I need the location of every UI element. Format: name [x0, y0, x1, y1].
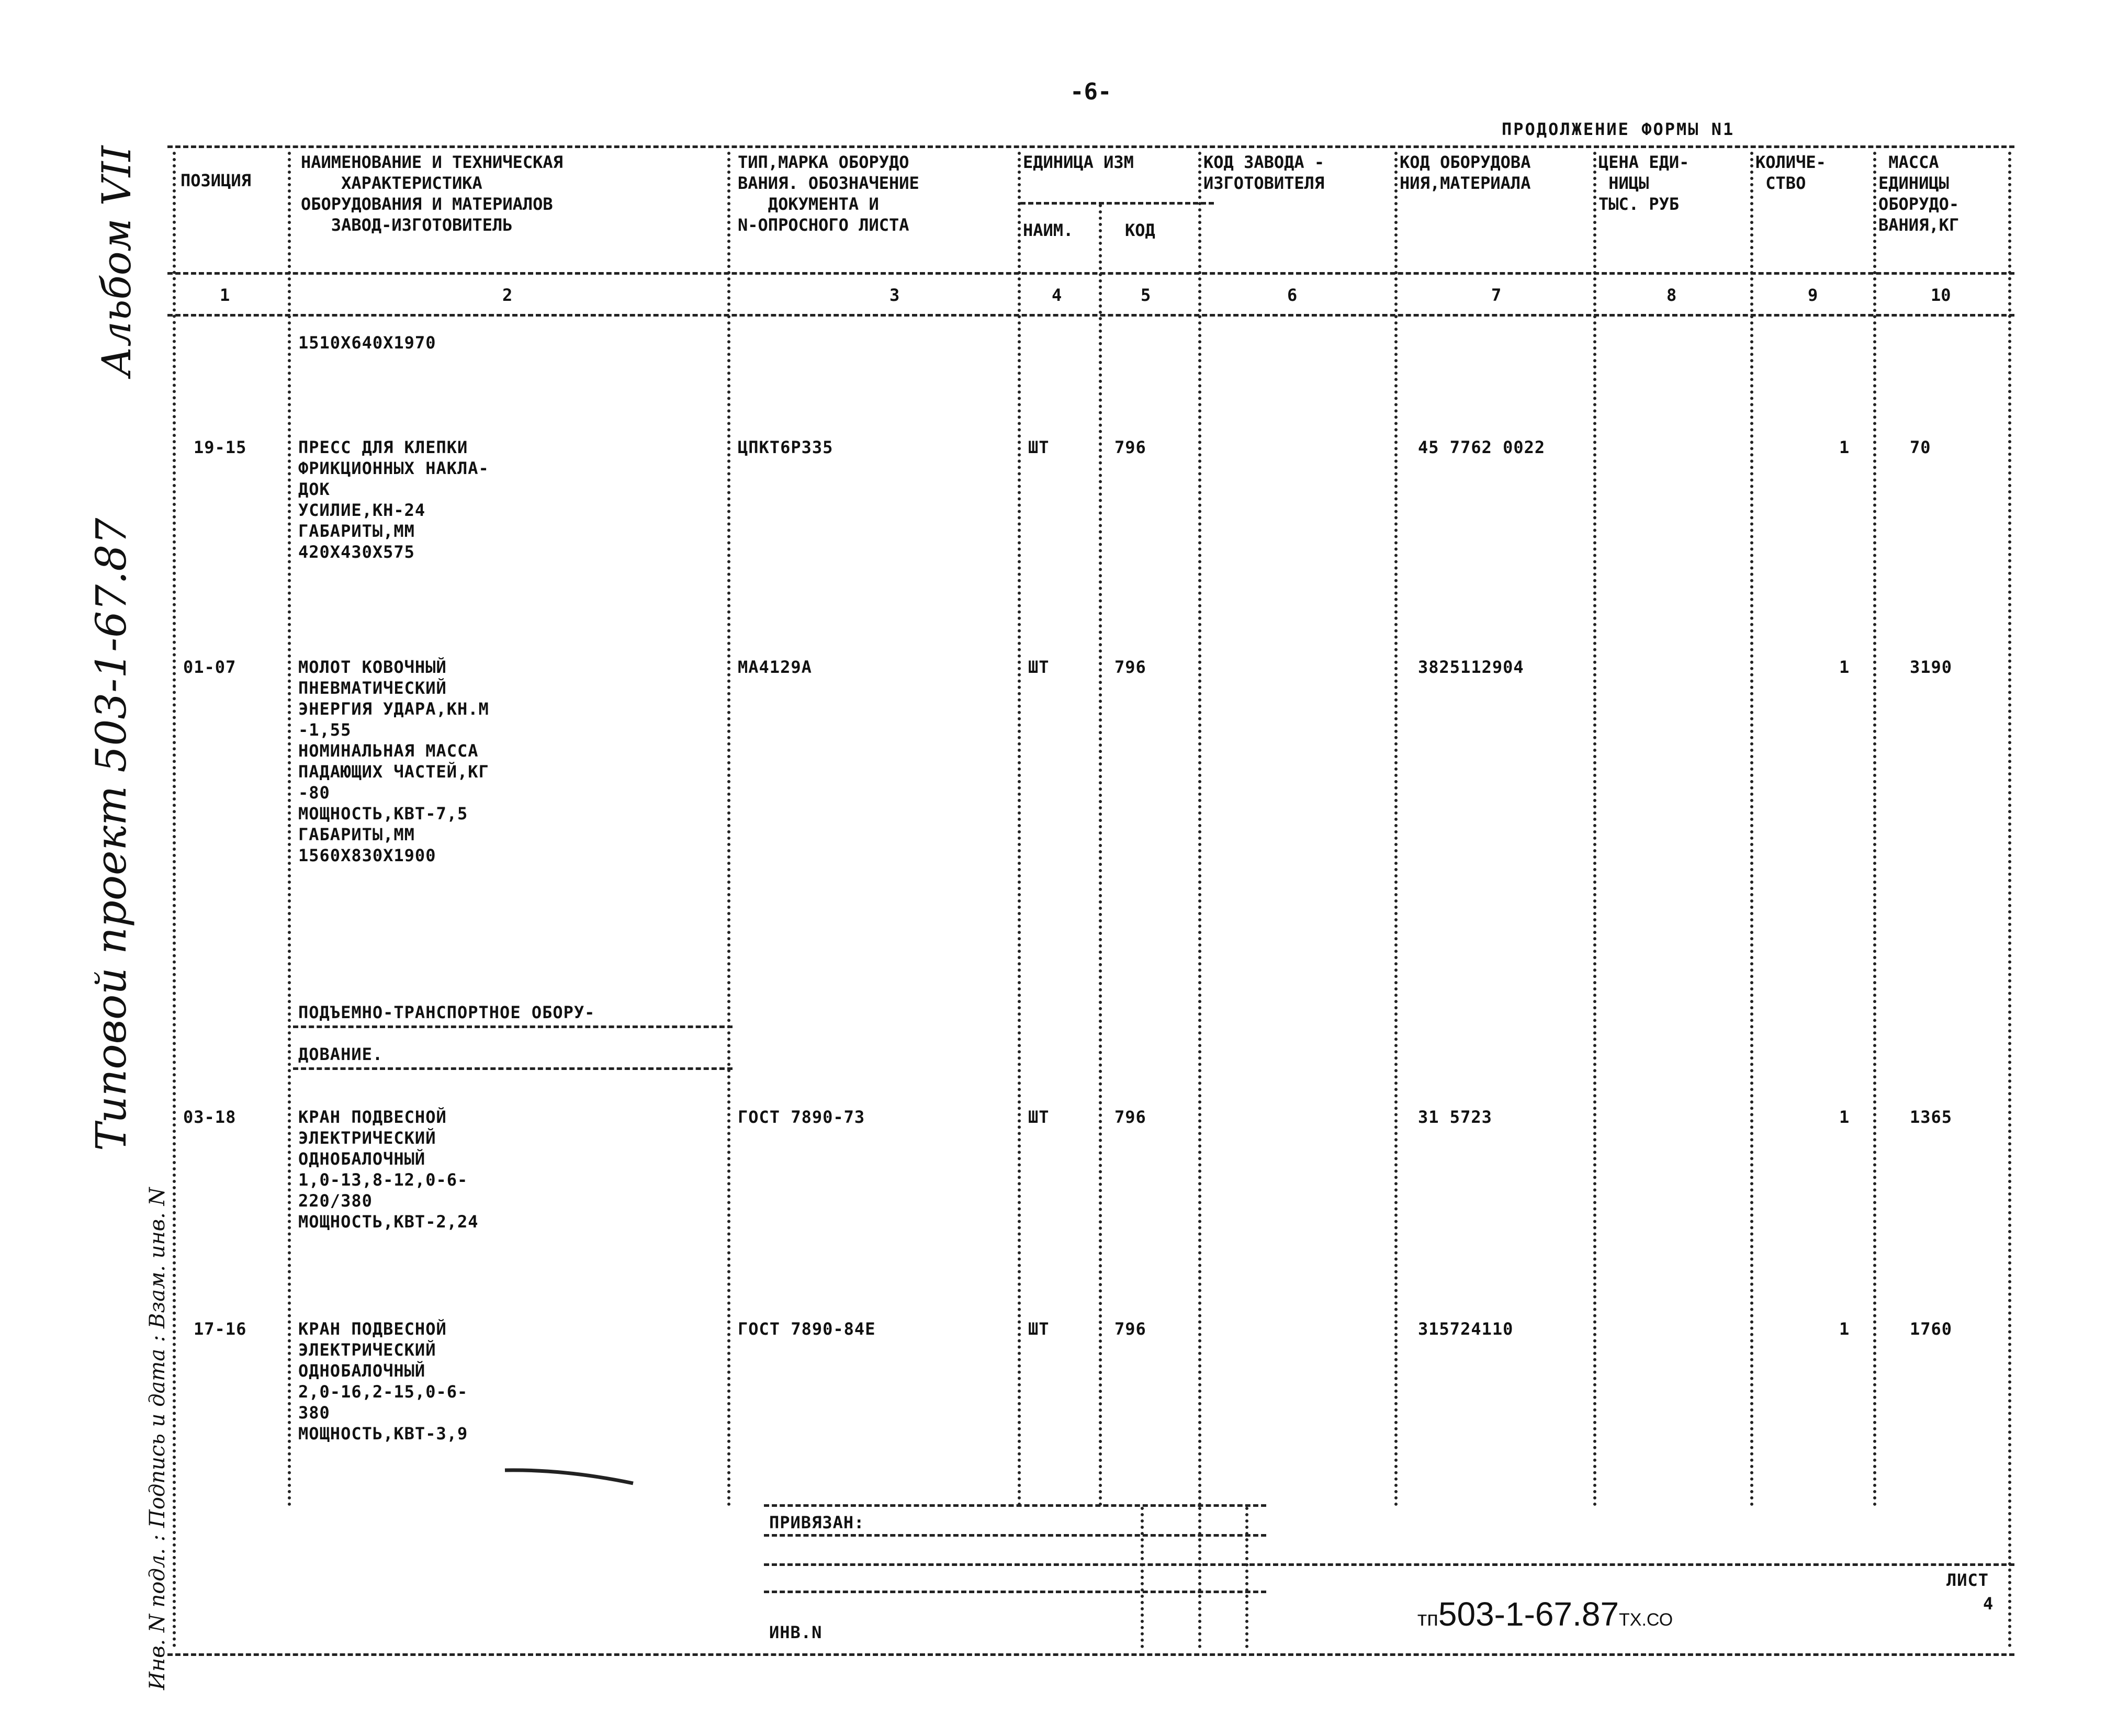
colnum-7: 7 — [1491, 285, 1502, 305]
header-factory-code: КОД ЗАВОДА - ИЗГОТОВИТЕЛЯ — [1203, 152, 1325, 193]
colnum-9: 9 — [1808, 285, 1818, 305]
col-sep-3 — [1018, 152, 1021, 1507]
row5-material-code: 31 5723 — [1418, 1107, 1492, 1127]
stamp-top-rule — [764, 1504, 1266, 1507]
colnum-3: 3 — [889, 285, 900, 305]
row1-type: ЦПКТ6Р335 — [738, 437, 834, 457]
colnum-bottom-rule — [167, 314, 2014, 317]
approval-stamp-label: Инв. N подл. : Подпись и дата : Взам. инв. N — [145, 1187, 170, 1690]
pen-stroke-mark — [502, 1460, 638, 1491]
row1-unit: ШТ — [1028, 437, 1050, 457]
stamp-sep-1 — [1245, 1507, 1248, 1648]
row2-mass: 3190 — [1910, 657, 1953, 677]
colnum-8: 8 — [1666, 285, 1677, 305]
row5-quantity: 1 — [1839, 1107, 1850, 1127]
row2-code: 796 — [1114, 657, 1146, 677]
row1-mass: 70 — [1910, 437, 1931, 457]
row2-quantity: 1 — [1839, 657, 1850, 677]
row5-name: КРАН ПОДВЕСНОЙ ЭЛЕКТРИЧЕСКИЙ ОДНОБАЛОЧНЫЙ 1,0-13,8-12,0-6- 220/380 МОЩНОСТЬ,КВТ-2,24 — [298, 1107, 479, 1232]
colnum-6: 6 — [1287, 285, 1298, 305]
col-sep-0 — [173, 152, 176, 1648]
page-number: -6- — [1070, 78, 1112, 105]
section-underline-1 — [293, 1025, 733, 1028]
table-bottom-rule — [167, 1653, 2014, 1656]
stamp-rule-2 — [764, 1534, 1266, 1537]
header-unit-name: НАИМ. — [1023, 220, 1074, 240]
header-position: ПОЗИЦИЯ — [181, 171, 251, 190]
row6-position: 17-16 — [194, 1319, 247, 1339]
header-quantity: КОЛИЧЕ- СТВО — [1755, 152, 1826, 193]
bound-label: ПРИВЯЗАН: — [769, 1513, 865, 1532]
col-sep-1 — [288, 152, 291, 1507]
col-sep-7 — [1593, 152, 1596, 1507]
unit-header-rule — [1020, 202, 1214, 205]
header-unit-code: КОД — [1125, 220, 1155, 240]
row6-quantity: 1 — [1839, 1319, 1850, 1339]
row5-position: 03-18 — [183, 1107, 236, 1127]
row6-mass: 1760 — [1910, 1319, 1953, 1339]
sheet-label: ЛИСТ — [1946, 1570, 1989, 1590]
row6-unit: ШТ — [1028, 1319, 1050, 1339]
col-sep-10 — [2008, 152, 2011, 1648]
row1-name: ПРЕСС ДЛЯ КЛЕПКИ ФРИКЦИОННЫХ НАКЛА- ДОК УСИЛИЕ,КН-24 ГАБАРИТЫ,ММ 420X430X575 — [298, 437, 489, 562]
col-sep-8 — [1750, 152, 1753, 1507]
stamp-sep-2 — [1141, 1507, 1144, 1648]
row2-position: 01-07 — [183, 657, 236, 677]
table-top-rule — [167, 145, 2014, 148]
document-code — [1413, 1585, 1673, 1633]
continuation-title: ПРОДОЛЖЕНИЕ ФОРМЫ N1 — [1502, 119, 1735, 139]
row5-type: ГОСТ 7890-73 — [738, 1107, 865, 1127]
header-type: ТИП,МАРКА ОБОРУДО ВАНИЯ. ОБОЗНАЧЕНИЕ ДОКУМЕНТА И N-ОПРОСНОГО ЛИСТА — [738, 152, 919, 235]
row6-material-code: 315724110 — [1418, 1319, 1514, 1339]
project-label: Типовой проект 503-1-67.87 — [87, 517, 136, 1151]
sheet-number: 4 — [1983, 1594, 1994, 1614]
row1-code: 796 — [1114, 437, 1146, 457]
album-label: Альбом VII — [93, 145, 140, 377]
header-name: НАИМЕНОВАНИЕ И ТЕХНИЧЕСКАЯ ХАРАКТЕРИСТИКА ОБОРУДОВАНИЯ И МАТЕРИАЛОВ ЗАВОД-ИЗГОТОВИТЕЛЬ — [301, 152, 563, 235]
col-sep-6 — [1394, 152, 1398, 1507]
col-sep-9 — [1873, 152, 1876, 1507]
row2-type: МА4129А — [738, 657, 812, 677]
doc-code-prefix: тп — [1417, 1607, 1438, 1630]
col-sep-5 — [1198, 152, 1201, 1507]
stamp-rule-4 — [764, 1591, 1266, 1593]
header-bottom-rule — [167, 272, 2014, 275]
colnum-4: 4 — [1052, 285, 1062, 305]
header-price: ЦЕНА ЕДИ- НИЦЫ ТЫС. РУБ — [1598, 152, 1690, 214]
row5-code: 796 — [1114, 1107, 1146, 1127]
header-mass: МАССА ЕДИНИЦЫ ОБОРУДО- ВАНИЯ,КГ — [1878, 152, 1959, 235]
col-sep-4 — [1099, 204, 1102, 1507]
row6-name: КРАН ПОДВЕСНОЙ ЭЛЕКТРИЧЕСКИЙ ОДНОБАЛОЧНЫЙ 2,0-16,2-15,0-6- 380 МОЩНОСТЬ,КВТ-3,9 — [298, 1319, 468, 1444]
section-title-line1: ПОДЪЕМНО-ТРАНСПОРТНОЕ ОБОРУ- — [298, 1002, 595, 1022]
inventory-label: ИНВ.N — [769, 1622, 823, 1642]
row0-name: 1510X640X1970 — [298, 333, 436, 353]
section-underline-2 — [293, 1067, 733, 1070]
stamp-sep-3 — [1198, 1507, 1201, 1648]
stamp-rule-3 — [764, 1563, 2014, 1566]
doc-code-main: 503-1-67.87 — [1438, 1595, 1619, 1633]
row2-name: МОЛОТ КОВОЧНЫЙ ПНЕВМАТИЧЕСКИЙ ЭНЕРГИЯ УДАРА,КН.М -1,55 НОМИНАЛЬНАЯ МАССА ПАДАЮЩИХ ЧАСТЕЙ,КГ -80 МОЩНОСТЬ,КВТ-7,5 ГАБАРИТЫ,ММ 1560X830X1900 — [298, 657, 489, 865]
row6-type: ГОСТ 7890-84Е — [738, 1319, 876, 1339]
colnum-5: 5 — [1141, 285, 1151, 305]
row5-mass: 1365 — [1910, 1107, 1953, 1127]
doc-code-suffix: ТХ.СО — [1619, 1610, 1673, 1630]
colnum-10: 10 — [1931, 285, 1951, 305]
col-sep-2 — [727, 152, 730, 1507]
header-material-code: КОД ОБОРУДОВА НИЯ,МАТЕРИАЛА — [1400, 152, 1531, 193]
colnum-2: 2 — [502, 285, 513, 305]
row1-position: 19-15 — [194, 437, 247, 457]
row6-code: 796 — [1114, 1319, 1146, 1339]
colnum-1: 1 — [220, 285, 230, 305]
row1-material-code: 45 7762 0022 — [1418, 437, 1546, 457]
section-title-line2: ДОВАНИЕ. — [298, 1044, 384, 1064]
row2-material-code: 3825112904 — [1418, 657, 1524, 677]
row5-unit: ШТ — [1028, 1107, 1050, 1127]
row1-quantity: 1 — [1839, 437, 1850, 457]
row2-unit: ШТ — [1028, 657, 1050, 677]
header-unit: ЕДИНИЦА ИЗМ — [1023, 152, 1134, 172]
